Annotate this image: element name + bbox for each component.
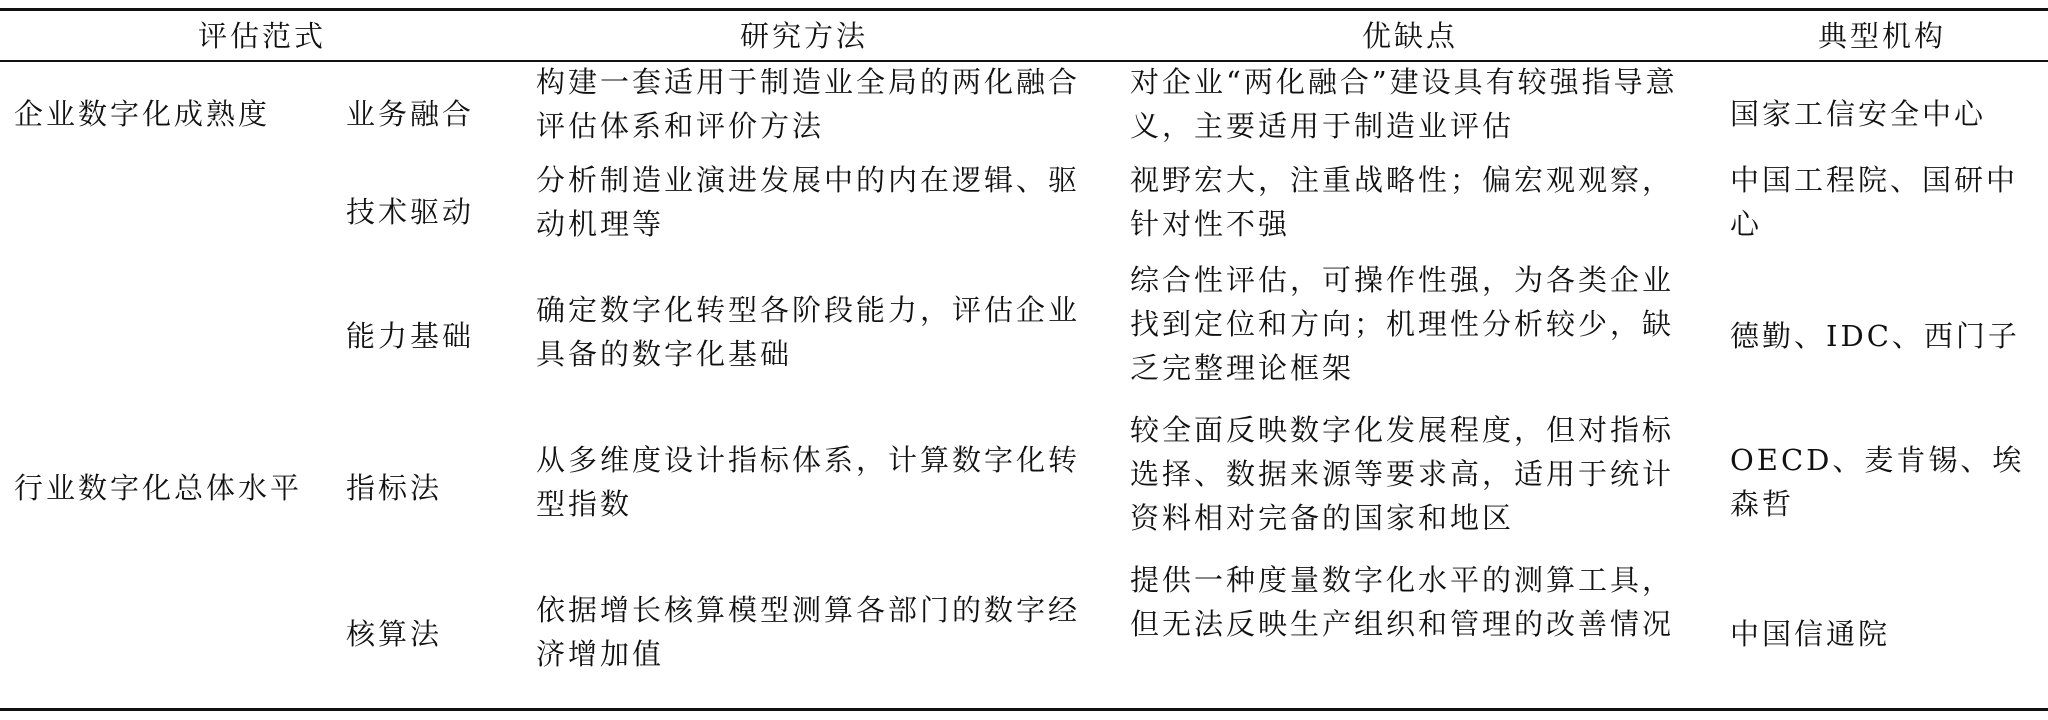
method-cell: 分析制造业演进发展中的内在逻辑、驱动机理等	[536, 163, 1081, 241]
institution-cell: OECD、麦肯锡、埃森哲	[1730, 443, 2025, 521]
table-bottom-rule	[0, 708, 2048, 711]
method-cell: 从多维度设计指标体系，计算数字化转型指数	[536, 443, 1081, 521]
header-institutions: 典型机构	[1818, 19, 1947, 53]
pros-cons-cell: 提供一种度量数字化水平的测算工具，但无法反映生产组织和管理的改善情况	[1130, 563, 1675, 641]
institution-cell: 德勤、IDC、西门子	[1730, 319, 2020, 353]
sub-method-label: 能力基础	[346, 319, 475, 353]
header-method: 研究方法	[740, 19, 869, 53]
sub-method-label: 技术驱动	[346, 195, 475, 229]
sub-method-label: 核算法	[346, 617, 443, 651]
table-top-rule	[0, 8, 2048, 11]
header-pros-cons: 优缺点	[1362, 19, 1459, 53]
institution-cell: 中国工程院、国研中心	[1730, 163, 2019, 241]
method-cell: 依据增长核算模型测算各部门的数字经济增加值	[536, 593, 1081, 671]
pros-cons-cell: 视野宏大，注重战略性；偏宏观观察，针对性不强	[1130, 163, 1675, 241]
pros-cons-cell: 综合性评估，可操作性强，为各类企业找到定位和方向；机理性分析较少，缺乏完整理论框架	[1130, 263, 1675, 385]
method-cell: 确定数字化转型各阶段能力，评估企业具备的数字化基础	[536, 293, 1081, 371]
institution-cell: 国家工信安全中心	[1730, 97, 1987, 131]
sub-method-label: 业务融合	[346, 97, 475, 131]
group-label: 企业数字化成熟度	[14, 97, 271, 131]
pros-cons-cell: 对企业“两化融合”建设具有较强指导意义，主要适用于制造业评估	[1130, 65, 1678, 143]
institution-cell: 中国信通院	[1730, 617, 1891, 651]
sub-method-label: 指标法	[346, 471, 443, 505]
group-label: 行业数字化总体水平	[14, 471, 303, 505]
header-paradigm: 评估范式	[198, 19, 327, 53]
pros-cons-cell: 较全面反映数字化发展程度，但对指标选择、数据来源等要求高，适用于统计资料相对完备的国家和地区	[1130, 413, 1675, 535]
method-cell: 构建一套适用于制造业全局的两化融合评估体系和评价方法	[536, 65, 1081, 143]
